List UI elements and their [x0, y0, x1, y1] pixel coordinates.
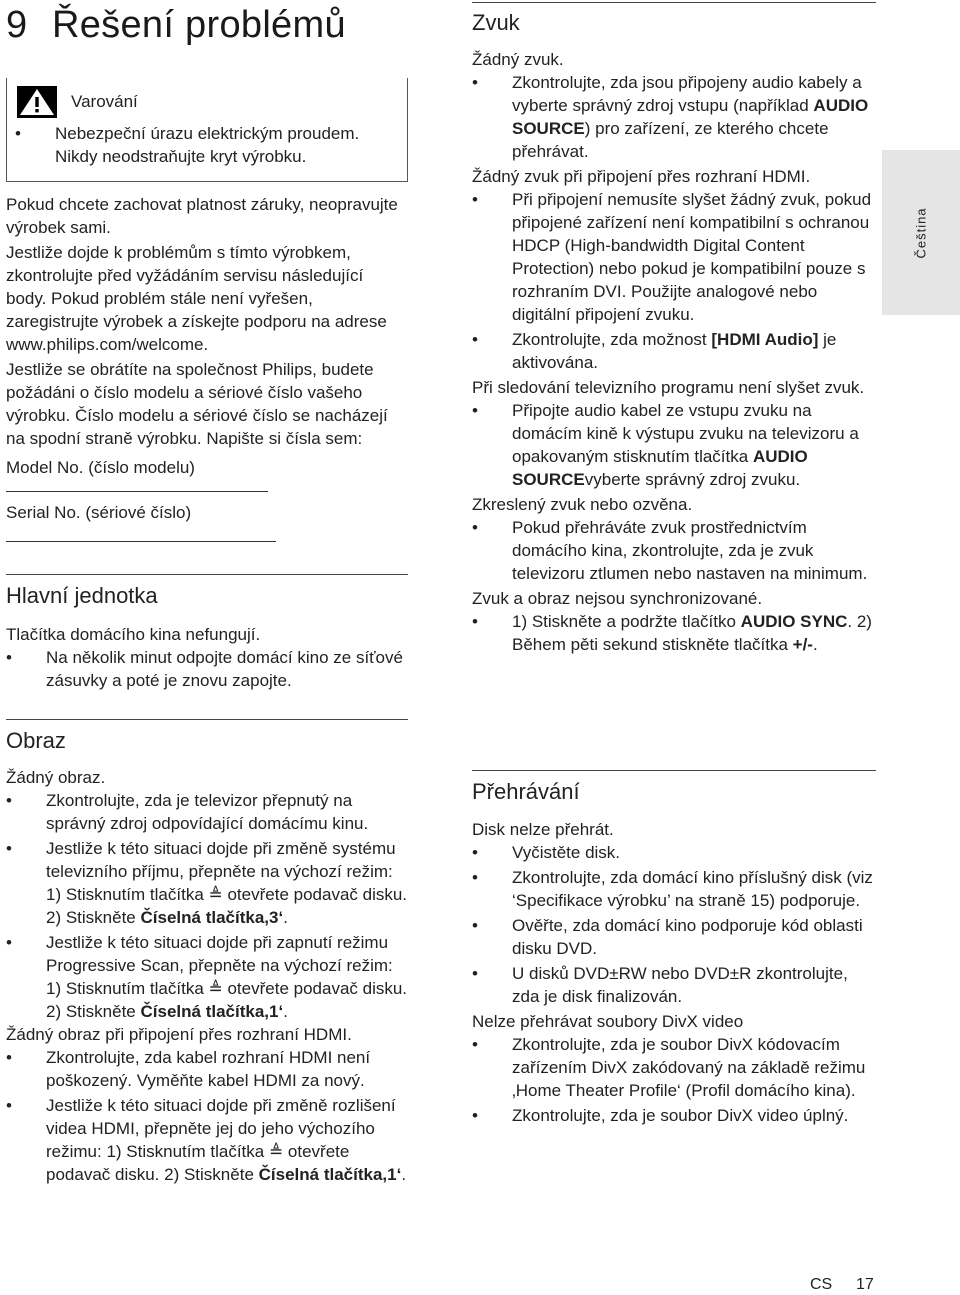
solution-item: • Připojte audio kabel ze vstupu zvuku na domácím kině k výstupu zvuku na televizoru a opakovaným stisknutím tlačítka AUDIO SOURCEvyberte správný zdroj zvuku. — [472, 401, 859, 489]
solution-item: • Pokud přehráváte zvuk prostřednictvím domácího kina, zkontrolujte, zda je zvuk televizoru ztlumen nebo nastaven na minimum. — [472, 518, 868, 583]
bullet: • — [472, 843, 478, 862]
model-number-blank — [6, 491, 268, 492]
bullet: • — [472, 612, 478, 631]
problem-heading: Tlačítka domácího kina nefungují. — [6, 625, 261, 644]
solution-list — [472, 71, 876, 163]
solution-list — [472, 841, 876, 1008]
intro-paragraph: Jestliže dojde k problémům s tímto výrobkem, zkontrolujte před vyžádáním servisu následující body. Pokud problém stále není vyřešen, zaregistrujte výrobek a získejte podporu na adrese www.philips.com/welcome. — [6, 243, 387, 354]
bullet: • — [472, 330, 478, 349]
intro-paragraph: Jestliže se obrátíte na společnost Philips, budete požádáni o číslo modelu a sériové číslo vašeho výrobku. Číslo modelu a sériové číslo se nacházejí na spodní straně výrobku. Napište si čísla sem: — [6, 360, 388, 448]
problem-heading: Disk nelze přehrát. — [472, 820, 614, 839]
warning-header — [17, 86, 138, 118]
solution-item: • Jestliže k této situaci dojde při změně rozlišení videa HDMI, přepněte jej do jeho výchozího režimu: 1) Stisknutím tlačítka ≜ otevřete podavač disku. 2) Stiskněte Číselná tlačítka,1‘. — [6, 1096, 407, 1184]
warning-item: • Nebezpeční úrazu elektrickým proudem. Nikdy neodstraňujte kryt výrobku. — [15, 124, 360, 166]
problem-heading: Žádný obraz při připojení přes rozhraní HDMI. — [6, 1025, 352, 1044]
language-side-tab — [882, 150, 960, 315]
bullet: • — [6, 1096, 12, 1115]
solution-item: • Vyčistěte disk. — [472, 843, 621, 862]
bullet: • — [472, 518, 478, 537]
chapter-title: Řešení problémů — [52, 4, 346, 46]
warning-list — [15, 122, 395, 168]
solution-item: • Zkontrolujte, zda možnost [HDMI Audio] je aktivována. — [472, 330, 837, 372]
problem-heading: Žádný zvuk při připojení přes rozhraní HDMI. — [472, 167, 811, 186]
problem-heading: Nelze přehrávat soubory DivX video — [472, 1012, 744, 1031]
solution-item: • Jestliže k této situaci dojde při zapnutí režimu Progressive Scan, přepněte na výchozí režim: 1) Stisknutím tlačítka ≜ otevřete podavač disku. 2) Stiskněte Číselná tlačítka,1‘. — [6, 933, 408, 1021]
page-number: 17 — [856, 1276, 874, 1293]
bullet: • — [6, 839, 12, 858]
solution-list — [472, 610, 876, 656]
solution-item: • U disků DVD±RW nebo DVD±R zkontrolujte, zda je disk finalizován. — [472, 964, 848, 1006]
section-divider — [6, 574, 408, 575]
eject-icon: ≜ — [208, 885, 223, 904]
bullet: • — [6, 648, 12, 667]
problem-heading: Při sledování televizního programu není slyšet zvuk. — [472, 378, 865, 397]
footer-language-code: CS — [810, 1276, 833, 1293]
section-divider — [6, 719, 408, 720]
warning-box — [6, 78, 408, 182]
chapter-number: 9 — [6, 4, 28, 46]
solution-item: • Na několik minut odpojte domácí kino ze síťové zásuvky a poté je znovu zapojte. — [6, 648, 403, 690]
section-title-prehravani: Přehrávání — [472, 779, 580, 804]
solution-list — [472, 1033, 876, 1127]
solution-item: • 1) Stiskněte a podržte tlačítko AUDIO SYNC. 2) Během pěti sekund stiskněte tlačítka +/-. — [472, 612, 872, 654]
bullet: • — [472, 73, 478, 92]
problem-heading: Zkreslený zvuk nebo ozvěna. — [472, 495, 693, 514]
solution-item: • Jestliže k této situaci dojde při změně systému televizního příjmu, přepněte na výchozí režim: 1) Stisknutím tlačítka ≜ otevřete podavač disku. 2) Stiskněte Číselná tlačítka,3‘. — [6, 839, 408, 927]
solution-list — [472, 399, 876, 491]
bullet: • — [6, 1048, 12, 1067]
bullet: • — [472, 190, 478, 209]
section-title-zvuk: Zvuk — [472, 10, 520, 35]
bullet: • — [472, 401, 478, 420]
warning-label: Varování — [71, 92, 138, 111]
problem-heading: Žádný obraz. — [6, 768, 106, 787]
bullet: • — [472, 868, 478, 887]
section-title-hlavni-jednotka: Hlavní jednotka — [6, 583, 158, 608]
model-number-label: Model No. (číslo modelu) — [6, 458, 195, 477]
solution-list — [6, 789, 408, 1023]
bullet: • — [15, 124, 21, 143]
solution-list — [6, 646, 408, 692]
solution-item: • Zkontrolujte, zda je soubor DivX video úplný. — [472, 1106, 849, 1125]
bullet: • — [6, 791, 12, 810]
bullet: • — [472, 916, 478, 935]
bullet: • — [472, 1106, 478, 1125]
solution-item: • Zkontrolujte, zda jsou připojeny audio kabely a vyberte správný zdroj vstupu (například AUDIO SOURCE) pro zařízení, ze kterého chcete přehrávat. — [472, 73, 869, 161]
solution-item: • Zkontrolujte, zda domácí kino příslušný disk (viz ‘Specifikace výrobku’ na straně 15) podporuje. — [472, 868, 873, 910]
section-title-obraz: Obraz — [6, 728, 66, 753]
solution-list — [472, 516, 876, 585]
solution-item: • Zkontrolujte, zda kabel rozhraní HDMI není poškozený. Vyměňte kabel HDMI za nový. — [6, 1048, 371, 1090]
bullet: • — [472, 1035, 478, 1054]
warning-icon — [17, 86, 57, 118]
solution-item: • Ověřte, zda domácí kino podporuje kód oblasti disku DVD. — [472, 916, 863, 958]
section-divider — [472, 2, 876, 3]
solution-item: • Při připojení nemusíte slyšet žádný zvuk, pokud připojené zařízení není kompatibilní s ochranou HDCP (High-bandwidth Digital Content Protection) nebo pokud je kompatibilní pouze s rozhraním DVI. Použijte analogové nebo digitální připojení zvuku. — [472, 190, 872, 324]
intro-paragraph: Pokud chcete zachovat platnost záruky, neopravujte výrobek sami. — [6, 195, 398, 237]
serial-number-blank — [6, 541, 276, 542]
eject-icon: ≜ — [268, 1142, 284, 1161]
solution-list — [472, 188, 876, 374]
solution-list — [6, 1046, 408, 1186]
language-label: Čeština — [913, 206, 929, 259]
solution-item: • Zkontrolujte, zda je televizor přepnutý na správný zdroj odpovídající domácímu kinu. — [6, 791, 369, 833]
eject-icon: ≜ — [208, 979, 223, 998]
serial-number-label: Serial No. (sériové číslo) — [6, 503, 192, 522]
bullet: • — [6, 933, 12, 952]
problem-heading: Zvuk a obraz nejsou synchronizované. — [472, 589, 763, 608]
problem-heading: Žádný zvuk. — [472, 50, 564, 69]
bullet: • — [472, 964, 478, 983]
section-divider — [472, 770, 876, 771]
solution-item: • Zkontrolujte, zda je soubor DivX kódovacím zařízením DivX zakódovaný na základě režimu ‚Home Theater Profile‘ (Profil domácího kina). — [472, 1035, 866, 1100]
page-title — [6, 4, 346, 47]
